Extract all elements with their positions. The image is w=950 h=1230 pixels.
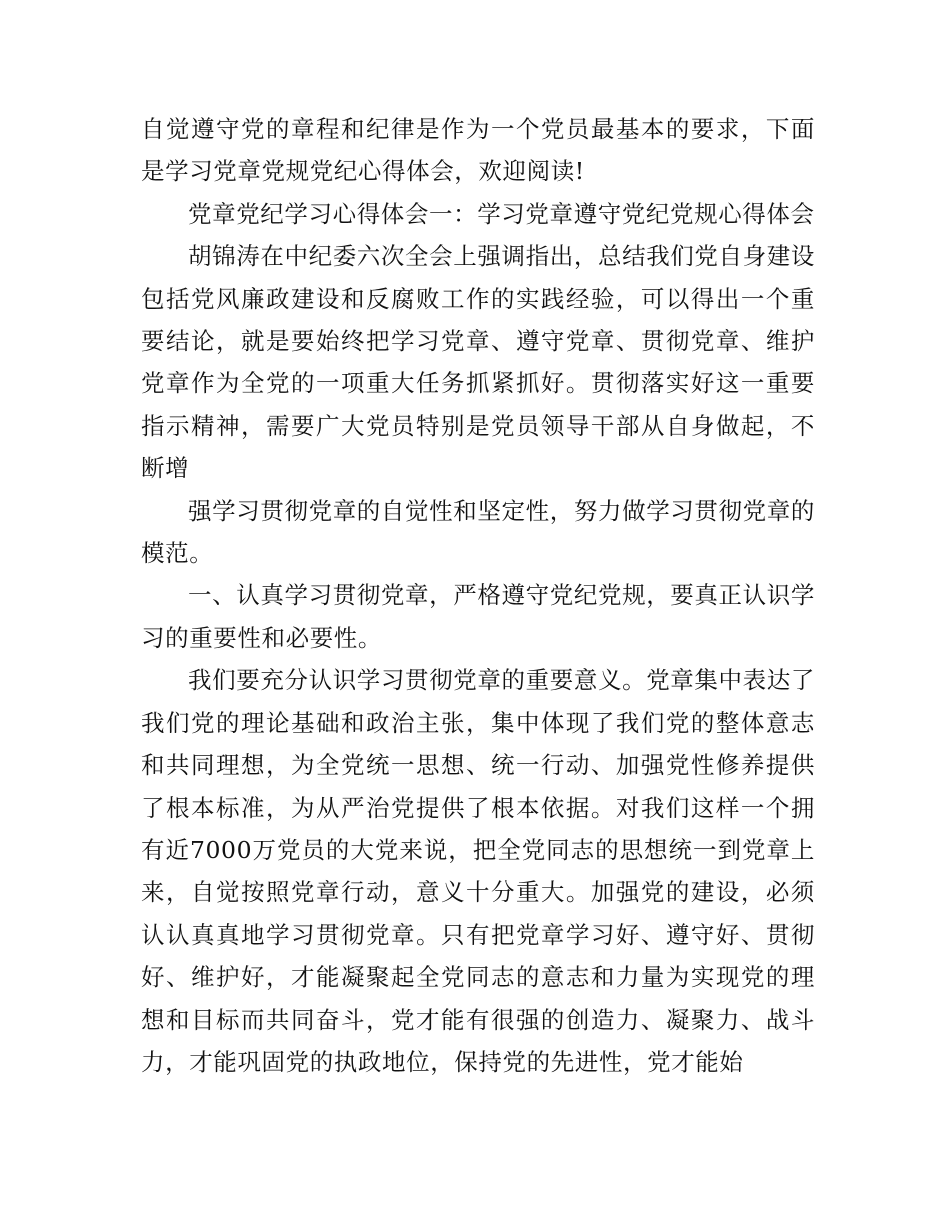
section-heading: 党章党纪学习心得体会一：学习党章遵守党纪党规心得体会: [188, 199, 815, 228]
body-paragraph: 胡锦涛在中纪委六次全会上强调指出，总结我们党自身建设包括党风廉政建设和反腐败工作的实践经验，可以得出一个重要结论，就是要始终把学习党章、遵守党章、贯彻党章、维护党章作为全党的一项重大任务抓紧抓好。贯彻落实好这一重要指示精神，需要广大党员特别是党员领导干部从自身做起，不断增: [141, 242, 815, 483]
document-body: [141, 108, 815, 1083]
section-point-heading: 一、认真学习贯彻党章，严格遵守党纪党规，要真正认识学习的重要性和必要性。: [141, 581, 815, 652]
body-paragraph: 强学习贯彻党章的自觉性和坚定性，努力做学习贯彻党章的模范。: [141, 496, 815, 568]
body-paragraph: 我们要充分认识学习贯彻党章的重要意义。党章集中表达了我们党的理论基础和政治主张，集中体现了我们党的整体意志和共同理想，为全党统一思想、统一行动、加强党性修养提供了根本标准，为从严治党提供了根本依据。对我们这样一个拥有近7000万党员的大党来说，把全党同志的思想统一到党章上来，自觉按照党章行动，意义十分重大。加强党的建设，必须认认真真地学习贯彻党章。只有把党章学习好、遵守好、贯彻好、维护好，才能凝聚起全党同志的意志和力量为实现党的理想和目标而共同奋斗，党才能有很强的创造力、凝聚力、战斗力，才能巩固党的执政地位，保持党的先进性，党才能始: [141, 666, 815, 1076]
intro-paragraph: 自觉遵守党的章程和纪律是作为一个党员最基本的要求，下面是学习党章党规党纪心得体会，欢迎阅读!: [141, 115, 815, 186]
